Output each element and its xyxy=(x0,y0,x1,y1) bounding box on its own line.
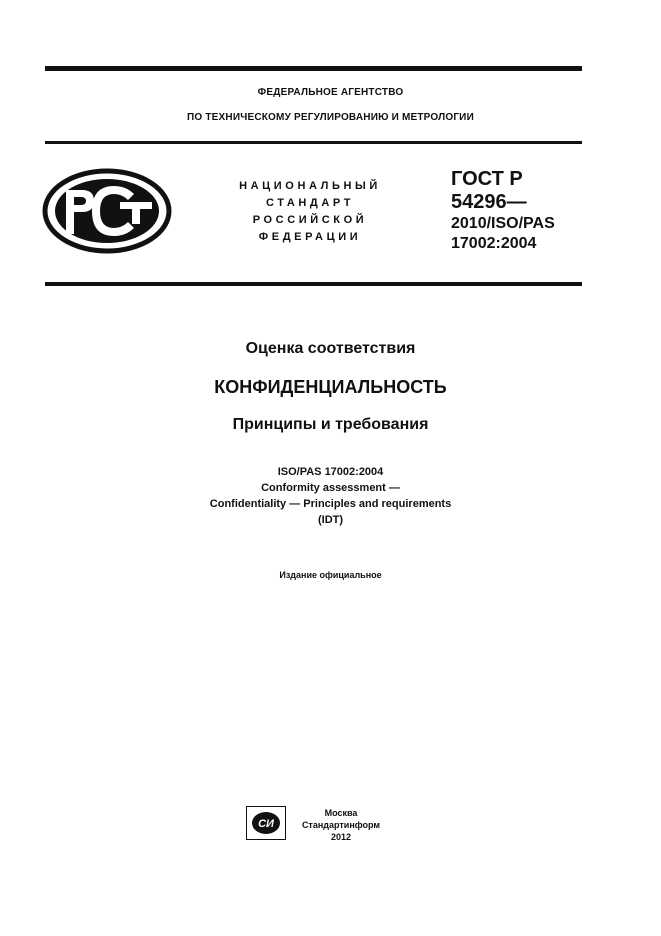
document-subtitle: Принципы и требования xyxy=(232,416,429,433)
rst-conformity-mark-icon xyxy=(42,168,172,254)
iso-reference-line-1: ISO/PAS 17002:2004 xyxy=(277,466,384,478)
iso-reference xyxy=(0,464,661,528)
standartinform-logo-icon xyxy=(246,806,286,840)
standard-designation xyxy=(451,167,555,254)
publisher-logo-text: СИ xyxy=(258,818,274,830)
header-bottom-rule xyxy=(45,282,582,286)
publisher-imprint xyxy=(296,807,386,843)
national-standard-label xyxy=(215,178,405,246)
designation-line-1: ГОСТ Р xyxy=(451,168,523,190)
iso-reference-line-3: Confidentiality — Principles and requirements xyxy=(209,498,452,510)
document-topic: Оценка соответствия xyxy=(245,340,416,357)
edition-label: Издание официальное xyxy=(279,570,382,580)
agency-line-2: ПО ТЕХНИЧЕСКОМУ РЕГУЛИРОВАНИЮ И МЕТРОЛОГИИ xyxy=(187,112,474,123)
agency-line-1: ФЕДЕРАЛЬНОЕ АГЕНТСТВО xyxy=(257,87,404,98)
designation-line-2: 54296— xyxy=(451,191,527,213)
top-rule xyxy=(45,66,582,71)
publisher-city: Москва xyxy=(324,808,358,818)
designation-line-4: 17002:2004 xyxy=(451,235,537,252)
national-standard-line-1: НАЦИОНАЛЬНЫЙ xyxy=(239,180,381,192)
iso-reference-line-4: (IDT) xyxy=(317,514,344,526)
header-top-rule xyxy=(45,141,582,144)
document-title: КОНФИДЕНЦИАЛЬНОСТЬ xyxy=(214,377,447,397)
national-standard-line-2: СТАНДАРТ xyxy=(265,197,355,209)
iso-reference-line-2: Conformity assessment — xyxy=(261,482,400,494)
national-standard-line-4: ФЕДЕРАЦИИ xyxy=(258,231,362,243)
publisher-year: 2012 xyxy=(330,832,352,842)
designation-line-3: 2010/ISO/PAS xyxy=(451,215,555,232)
publisher-name: Стандартинформ xyxy=(301,820,381,830)
national-standard-line-3: РОССИЙСКОЙ xyxy=(252,214,368,226)
